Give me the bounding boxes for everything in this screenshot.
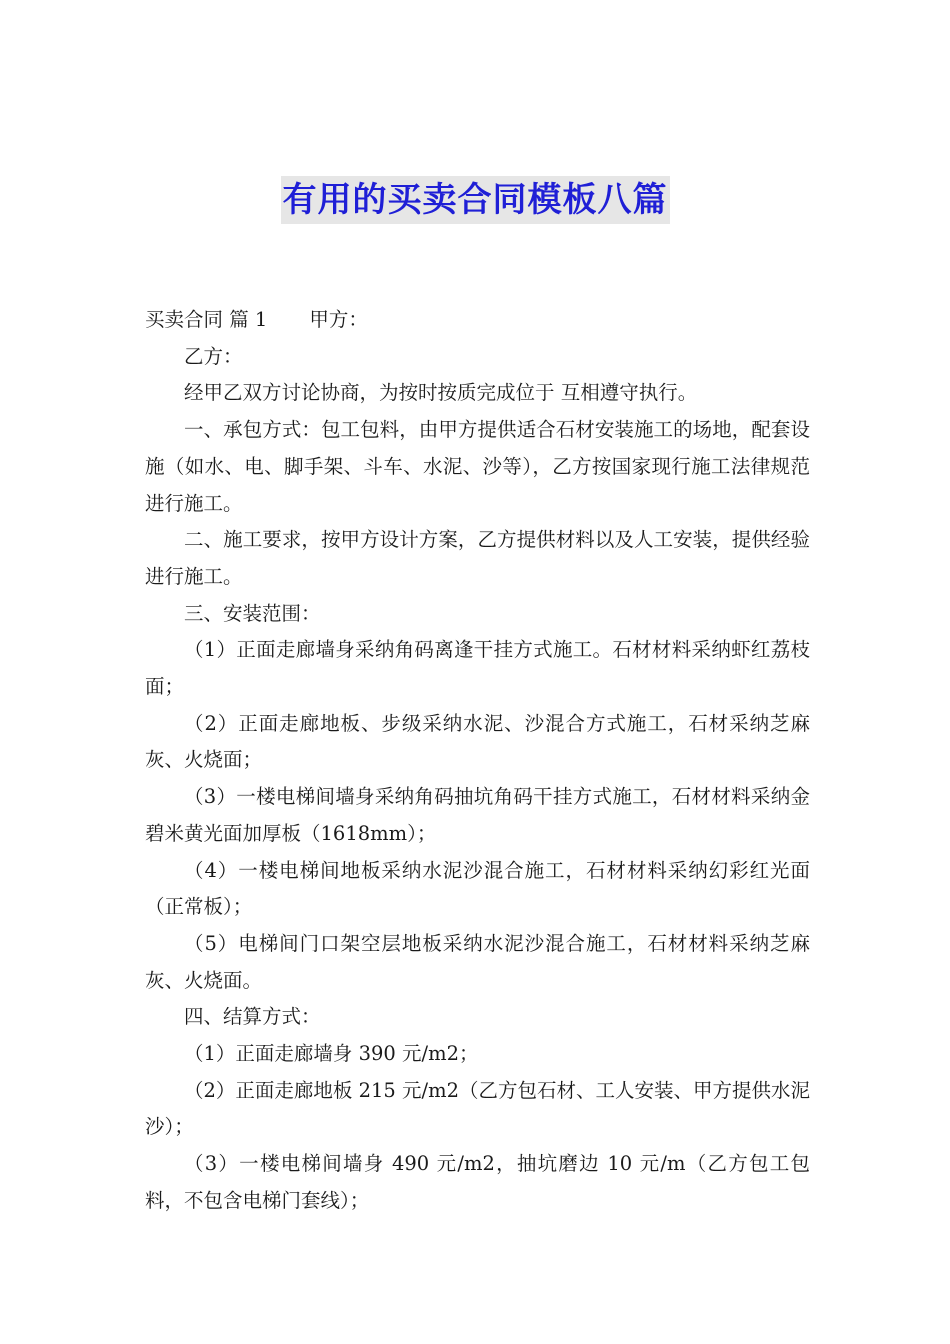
paragraph: （3）一楼电梯间墙身 490 元/m2，抽坑磨边 10 元/m（乙方包工包料，不包含电梯门套线）； xyxy=(145,1152,810,1212)
section-heading-line xyxy=(145,302,810,339)
paragraph: 三、安装范围： xyxy=(184,601,321,625)
paragraph: 经甲乙双方讨论协商，为按时按质完成位于 互相遵守执行。 xyxy=(184,381,698,405)
section-heading: 买卖合同 篇 1 xyxy=(145,308,268,331)
paragraph: 四、结算方式： xyxy=(184,1005,321,1029)
paragraph: 一、承包方式：包工包料，由甲方提供适合石材安装施工的场地，配套设施（如水、电、脚手架、斗车、水泥、沙等），乙方按国家现行施工法律规范进行施工。 xyxy=(145,418,810,515)
document-title: 有用的买卖合同模板八篇 xyxy=(281,176,670,224)
paragraph: （4）一楼电梯间地板采纳水泥沙混合施工，石材材料采纳幻彩红光面（正常板）； xyxy=(145,858,810,919)
paragraph: 二、施工要求，按甲方设计方案，乙方提供材料以及人工安装，提供经验进行施工。 xyxy=(145,528,810,588)
party-a-label: 甲方： xyxy=(309,308,368,331)
paragraph: 乙方： xyxy=(184,344,243,368)
title-container xyxy=(0,176,950,224)
document-body xyxy=(145,302,810,1220)
paragraph: （1）正面走廊墙身采纳角码离逢干挂方式施工。石材材料采纳虾红荔枝面； xyxy=(145,638,810,699)
paragraph: （2）正面走廊地板 215 元/m2（乙方包石材、工人安装、甲方提供水泥沙）； xyxy=(145,1078,810,1139)
paragraph: （5）电梯间门口架空层地板采纳水泥沙混合施工，石材材料采纳芝麻灰、火烧面。 xyxy=(145,931,810,992)
paragraph: （3）一楼电梯间墙身采纳角码抽坑角码干挂方式施工，石材材料采纳金碧米黄光面加厚板（1618mm）； xyxy=(145,785,810,845)
paragraph: （2）正面走廊地板、步级采纳水泥、沙混合方式施工，石材采纳芝麻灰、火烧面； xyxy=(145,711,810,772)
paragraph: （1）正面走廊墙身 390 元/m2； xyxy=(184,1042,479,1066)
